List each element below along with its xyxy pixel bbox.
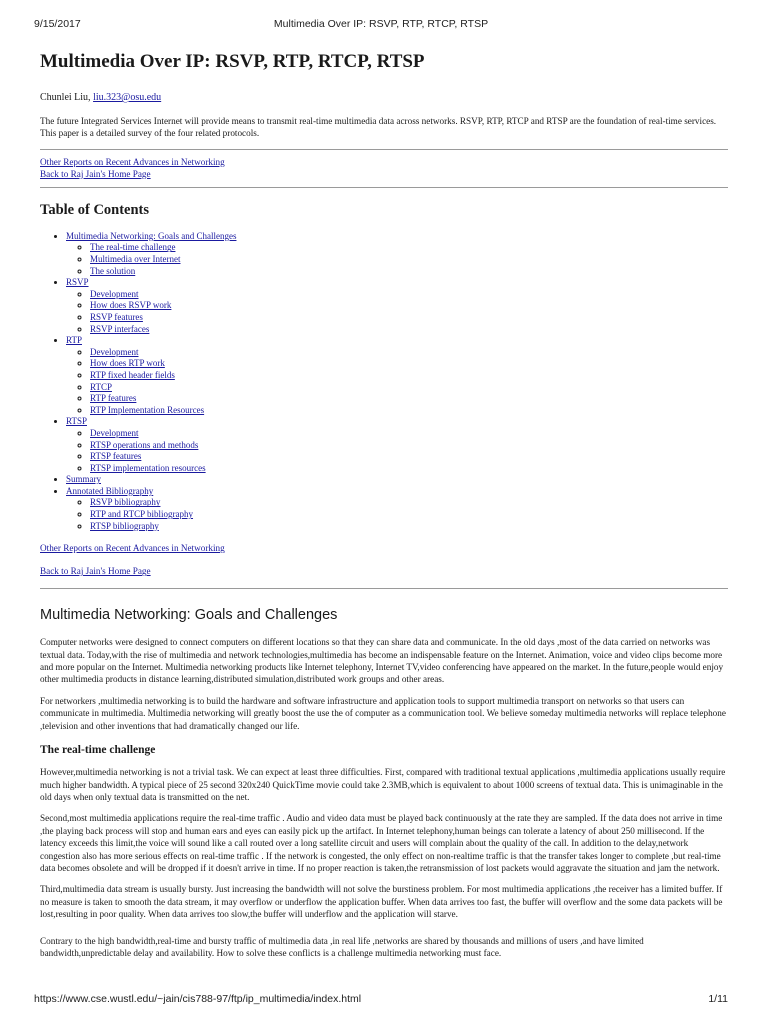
toc-link[interactable]: RSVP: [66, 277, 89, 288]
toc-sublink[interactable]: RSVP bibliography: [90, 497, 161, 508]
toc-sublink[interactable]: Development: [90, 288, 139, 299]
table-of-contents: [40, 231, 728, 532]
toc-item: [66, 416, 728, 474]
toc-sublink[interactable]: RTCP: [90, 381, 112, 392]
toc-sublink[interactable]: Multimedia over Internet: [90, 254, 181, 264]
print-footer: [34, 993, 728, 1007]
top-nav-links: [40, 156, 728, 180]
toc-sublist: [66, 497, 728, 532]
toc-subitem: [90, 312, 728, 324]
paragraph: For networkers ,multimedia networking is to build the hardware and software infrastructure and application tools to support multimedia transport on networks so that users can communicate in multimedia. Multimedia networking will greatly boost the use the of computer as a communication tool. We believe someday multimedia networks will replace telephone ,television and other inventions that had dramatically changed our life.: [40, 695, 726, 731]
print-page-number: 1/11: [708, 993, 728, 1005]
document-page: [40, 50, 728, 968]
toc-sublink[interactable]: RSVP features: [90, 311, 143, 322]
toc-sublink[interactable]: Development: [90, 427, 139, 438]
page-title: Multimedia Over IP: RSVP, RTP, RTCP, RTSP: [40, 51, 425, 72]
toc-sublist: [66, 347, 728, 417]
toc-link[interactable]: Annotated Bibliography: [66, 485, 154, 496]
paragraph: Third,multimedia data stream is usually bursty. Just increasing the bandwidth will not solve the burstiness problem. For most multimedia applications ,the receiver has a limited buffer. If no measure is taken to smooth the data stream, it may overflow or underflow the application buffer. When data arrives too fast, the buffer will overflow and the some data packets will be lost,resulting in poor quality. When data arrives too slow,the buffer will underflow and the application will starve.: [40, 884, 723, 920]
toc-link[interactable]: Summary: [66, 474, 101, 485]
paragraph: However,multimedia networking is not a trivial task. We can expect at least three difficulties. First, compared with traditional textual applications ,multimedia applications usually require much higher bandwidth. A typical piece of 25 second 320x240 QuickTime movie could take 2.3MB,which is equivalent to about 1000 screens of textual data. This is unimaginable in the old days when only textual data is transmitted on the net.: [40, 767, 726, 802]
toc-link[interactable]: Multimedia Networking: Goals and Challenges: [66, 230, 237, 241]
home-page-link[interactable]: Back to Raj Jain's Home Page: [40, 566, 151, 577]
toc-link[interactable]: RTP: [66, 335, 82, 346]
toc-item: [66, 335, 728, 416]
toc-subitem: [90, 393, 728, 405]
print-header: [34, 18, 728, 32]
other-reports-link[interactable]: Other Reports on Recent Advances in Networking: [40, 543, 225, 554]
toc-sublink[interactable]: RTP and RTCP bibliography: [90, 509, 194, 520]
toc-item: [66, 474, 728, 486]
paragraph: Second,most multimedia applications require the real-time traffic . Audio and video data must be played back continuously at the rate they are sampled. If the data does not arrive in time ,the playing back process will stop and human ears and eyes can easily pick up the artifact. In Internet telephony,human beings can tolerate a latency of about 250 millisecond. If the latency exceeds this limit,the voice will sound like a call routed over a long satellite circuit and users will complain about the quality of the call. In addition to the delay,network congestion also has more serious effects on real-time traffic . If the network is congested, the only effect on non-realtime traffic is that the transfer takes longer to complete ,but real-time data becomes obsolete and will be dropped if it doesn't arrive in time. If no proper reaction is taken,the retransmission of lost packets would aggravate the situation and jam the network.: [40, 813, 723, 873]
toc-subitem: [90, 324, 728, 336]
home-page-link[interactable]: Back to Raj Jain's Home Page: [40, 168, 151, 179]
toc-subitem: [90, 463, 728, 475]
toc-subitem: [90, 521, 728, 533]
toc-subitem: [90, 254, 728, 266]
subsection-heading: The real-time challenge: [40, 744, 156, 757]
toc-subitem: [90, 358, 728, 370]
toc-sublink[interactable]: RTSP implementation resources: [90, 462, 206, 473]
toc-sublist: [66, 289, 728, 335]
divider: [40, 149, 728, 150]
toc-sublink[interactable]: RTSP features: [90, 451, 142, 462]
toc-sublink[interactable]: RTP features: [90, 393, 137, 404]
toc-link[interactable]: RTSP: [66, 416, 87, 427]
print-date: 9/15/2017: [34, 18, 81, 30]
author-line: [40, 92, 728, 103]
abstract: The future Integrated Services Internet will provide means to transmit real-time multimedia data across networks. RSVP, RTP, RTCP and RTSP are the foundation of real-time services. This paper is a detailed survey of the four related protocols.: [40, 116, 717, 139]
toc-sublink[interactable]: RTP Implementation Resources: [90, 404, 205, 415]
toc-subitem: [90, 509, 728, 521]
bottom-nav-links: [40, 542, 728, 577]
toc-subitem: [90, 289, 728, 301]
divider: [40, 187, 728, 188]
toc-item: [66, 486, 728, 532]
author-email-link[interactable]: liu.323@osu.edu: [93, 92, 162, 103]
other-reports-link[interactable]: Other Reports on Recent Advances in Networking: [40, 156, 225, 167]
print-title: Multimedia Over IP: RSVP, RTP, RTCP, RTSP: [273, 18, 489, 30]
divider: [40, 588, 728, 589]
toc-subitem: [90, 382, 728, 394]
toc-sublink[interactable]: RTSP operations and methods: [90, 439, 199, 450]
toc-subitem: [90, 428, 728, 440]
toc-subitem: [90, 405, 728, 417]
toc-sublink[interactable]: RTSP bibliography: [90, 520, 159, 531]
toc-subitem: [90, 497, 728, 509]
toc-subitem: [90, 370, 728, 382]
toc-sublink[interactable]: RSVP interfaces: [90, 323, 150, 334]
paragraph: Contrary to the high bandwidth,real-time and bursty traffic of multimedia data ,in real life ,networks are shared by thousands and millions of users ,and have limited bandwidth,unpredictable delay and availability. How to solve these conflicts is a challenge multimedia networking must face.: [40, 935, 644, 958]
toc-sublist: [66, 428, 728, 474]
toc-item: [66, 231, 728, 277]
toc-sublink[interactable]: Development: [90, 346, 139, 357]
toc-sublink[interactable]: RTP fixed header fields: [90, 369, 175, 380]
toc-subitem: [90, 266, 728, 278]
toc-subitem: [90, 451, 728, 463]
section-heading: Multimedia Networking: Goals and Challenges: [40, 607, 338, 624]
toc-sublist: [66, 242, 728, 277]
toc-subitem: [90, 347, 728, 359]
toc-sublink[interactable]: How does RSVP work: [90, 300, 172, 311]
toc-subitem: [90, 440, 728, 452]
toc-sublink[interactable]: The solution: [90, 265, 136, 276]
toc-subitem: [90, 242, 728, 254]
toc-sublink[interactable]: How does RTP work: [90, 358, 165, 369]
toc-sublink[interactable]: The real-time challenge: [90, 242, 176, 253]
toc-subitem: [90, 300, 728, 312]
toc-heading: Table of Contents: [40, 201, 150, 218]
print-url: https://www.cse.wustl.edu/~jain/cis788-97/ftp/ip_multimedia/index.html: [34, 993, 362, 1005]
author-name: Chunlei Liu,: [40, 92, 91, 103]
paragraph: Computer networks were designed to connect computers on different locations so that they can share data and communicate. In the old days ,most of the data carried on networks was textual data. Today,with the rise of multimedia and network technologies,multimedia has become an indispensable feature on the Internet. Animation, voice and video clips become more and more popular on the Internet. Multimedia networking products like Internet telephony, Internet TV,video conferencing have appeared on the market. In the future,people would enjoy other multimedia products in distance learning,distributed simulation,distributed work groups and other areas.: [40, 637, 724, 685]
toc-item: [66, 277, 728, 335]
